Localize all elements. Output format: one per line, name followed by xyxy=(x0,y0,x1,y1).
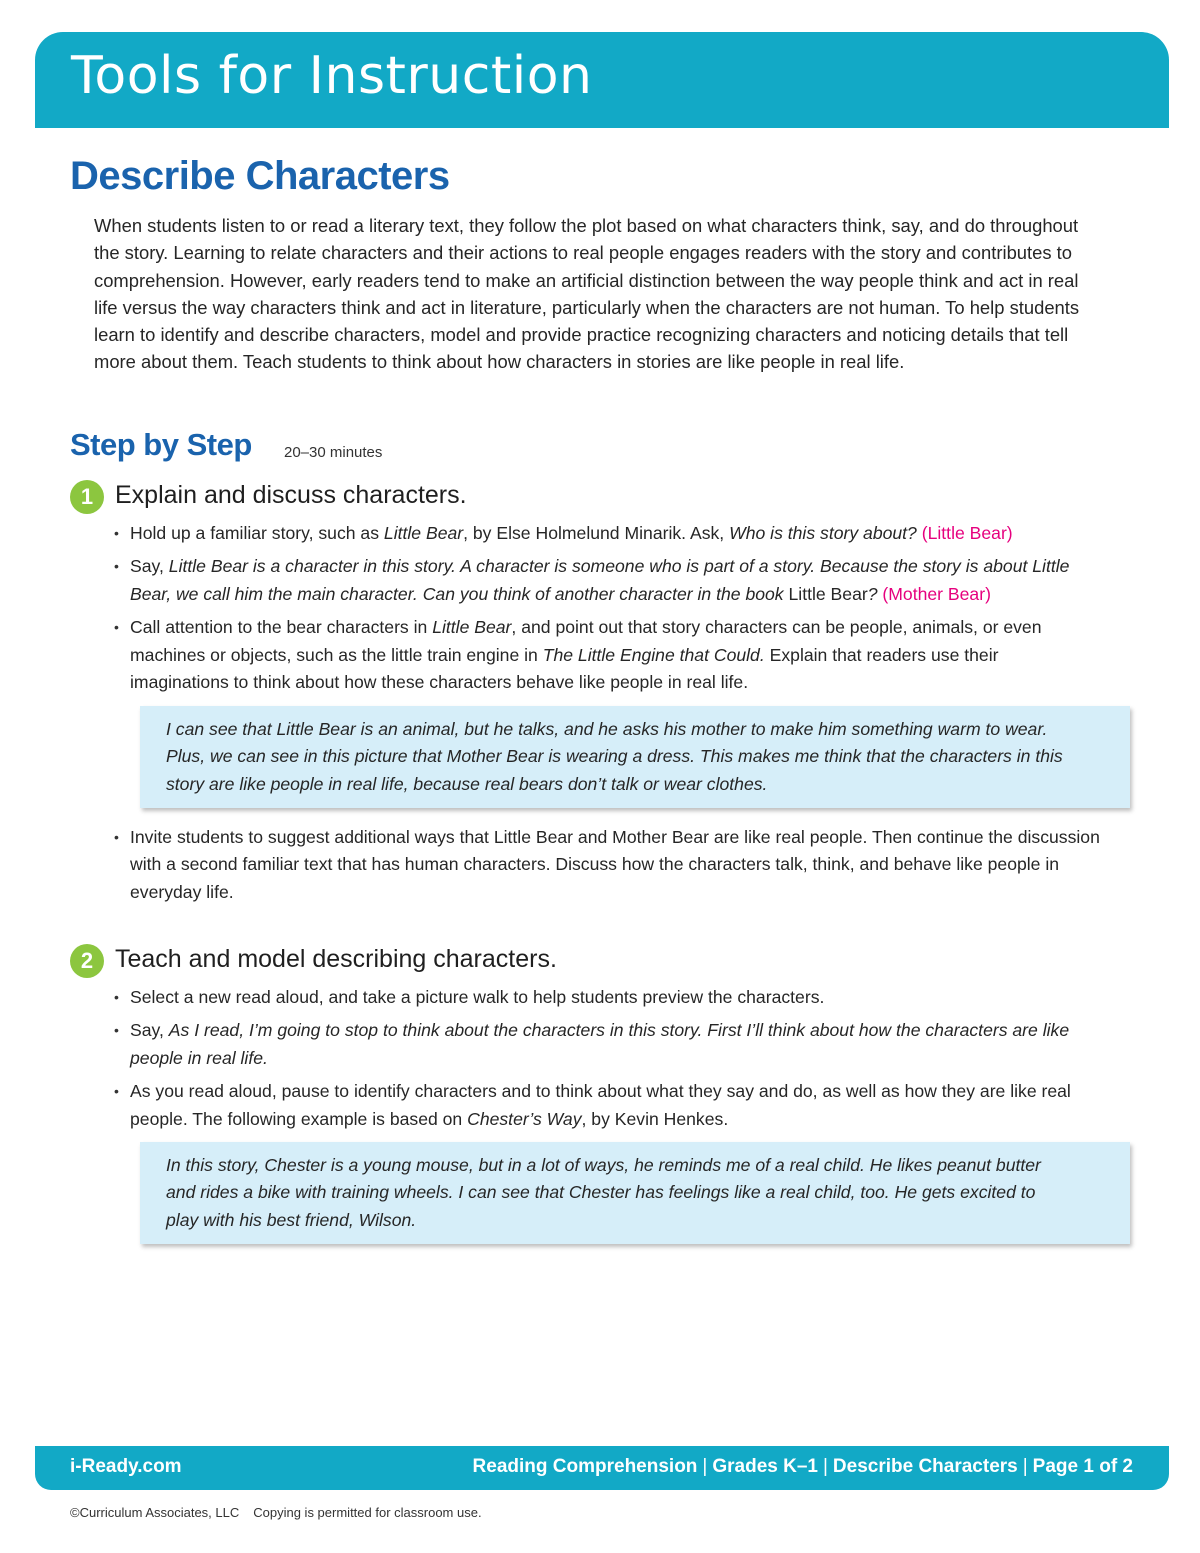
breadcrumb-page-number: Page 1 of 2 xyxy=(1032,1456,1133,1477)
step-2-bullet-1: • Select a new read aloud, and take a picture walk to help students preview the characters. xyxy=(112,984,1102,1011)
breadcrumb-grades: Grades K–1 xyxy=(712,1456,818,1477)
step-1-bullet-3: • Call attention to the bear characters in Little Bear, and point out that story characters can be people, animals, or even machines or objects, such as the little train engine in The Little Engine that Could. Explain that readers use their imaginations to think about how these characters behave like people in real life. xyxy=(112,614,1102,696)
step-2-bullet-list xyxy=(112,984,1102,1139)
footer-site-link[interactable]: i-Ready.com xyxy=(70,1456,182,1477)
step-1-bullet-2: • Say, Little Bear is a character in this story. A character is someone who is part of a story. Because the story is about Little Bear, we call him the main character. Can you think of another character in the book Little Bear? (Mother Bear) xyxy=(112,553,1102,608)
breadcrumb-separator: | xyxy=(1022,1456,1028,1477)
step-2-bullet-3: • As you read aloud, pause to identify characters and to think about what they say and do, as well as how they are like real people. The following example is based on Chester’s Way, by Kevin Henkes. xyxy=(112,1078,1102,1133)
breadcrumb-subject: Reading Comprehension xyxy=(472,1456,698,1477)
copyright-text: ©Curriculum Associates, LLC xyxy=(70,1505,240,1520)
answer-text: (Little Bear) xyxy=(921,523,1013,543)
footer-breadcrumb xyxy=(473,1456,1133,1478)
header-banner xyxy=(35,32,1169,128)
step-1-bullet-1: • Hold up a familiar story, such as Little Bear, by Else Holmelund Minarik. Ask, Who is this story about? (Little Bear) xyxy=(112,520,1102,547)
step-duration: 20–30 minutes xyxy=(284,444,383,461)
step-2-bullet-2: • Say, As I read, I’m going to stop to think about the characters in this story. First I’ll think about how the characters are like people in real life. xyxy=(112,1017,1102,1072)
step-1-bullet-list-continued xyxy=(112,824,1102,912)
think-aloud-text-2: In this story, Chester is a young mouse, but in a lot of ways, he reminds me of a real child. He likes peanut butter and rides a bike with training wheels. I can see that Chester has feelings like a real child, too. He gets excited to play with his best friend, Wilson. xyxy=(166,1155,1041,1230)
intro-paragraph: When students listen to or read a literary text, they follow the plot based on what characters think, say, and do throughout the story. Learning to relate characters and their actions to real people engages readers with the story and contributes to comprehension. However, early readers tend to make an artificial distinction between the way people think and act in real life versus the way characters think and act in literature, particularly when the characters are not human. To help students learn to identify and describe characters, model and provide practice recognizing characters and noticing details that tell more about them. Teach students to think about how characters in stories are like people in real life. xyxy=(94,215,1080,373)
step-by-step-heading: Step by Step xyxy=(70,427,252,462)
breadcrumb-separator: | xyxy=(702,1456,708,1477)
header-title: Tools for Instruction xyxy=(71,46,593,106)
think-aloud-box-1 xyxy=(140,706,1130,808)
step-1-bullet-list xyxy=(112,520,1102,702)
page-title: Describe Characters xyxy=(70,154,450,198)
think-aloud-text-1: I can see that Little Bear is an animal, but he talks, and he asks his mother to make him something warm to wear. Plus, we can see in this picture that Mother Bear is wearing a dress. This makes me think that the characters in this story are like people in real life, because real bears don’t talk or wear clothes. xyxy=(166,719,1063,794)
copyright-line xyxy=(70,1505,482,1520)
think-aloud-box-2 xyxy=(140,1142,1130,1244)
answer-text: (Mother Bear) xyxy=(882,583,991,604)
step-1-bullet-4: • Invite students to suggest additional ways that Little Bear and Mother Bear are like real people. Then continue the discussion with a second familiar text that has human characters. Discuss how the characters talk, think, and behave like people in everyday life. xyxy=(112,824,1102,906)
step-1-title: Explain and discuss characters. xyxy=(115,481,467,509)
step-2-title: Teach and model describing characters. xyxy=(115,945,557,973)
footer-bar xyxy=(35,1446,1169,1490)
step-1-number-badge: 1 xyxy=(70,480,104,514)
permission-text: Copying is permitted for classroom use. xyxy=(253,1505,482,1520)
step-2-number-badge: 2 xyxy=(70,944,104,978)
breadcrumb-separator: | xyxy=(822,1456,828,1477)
breadcrumb-topic: Describe Characters xyxy=(832,1456,1018,1477)
